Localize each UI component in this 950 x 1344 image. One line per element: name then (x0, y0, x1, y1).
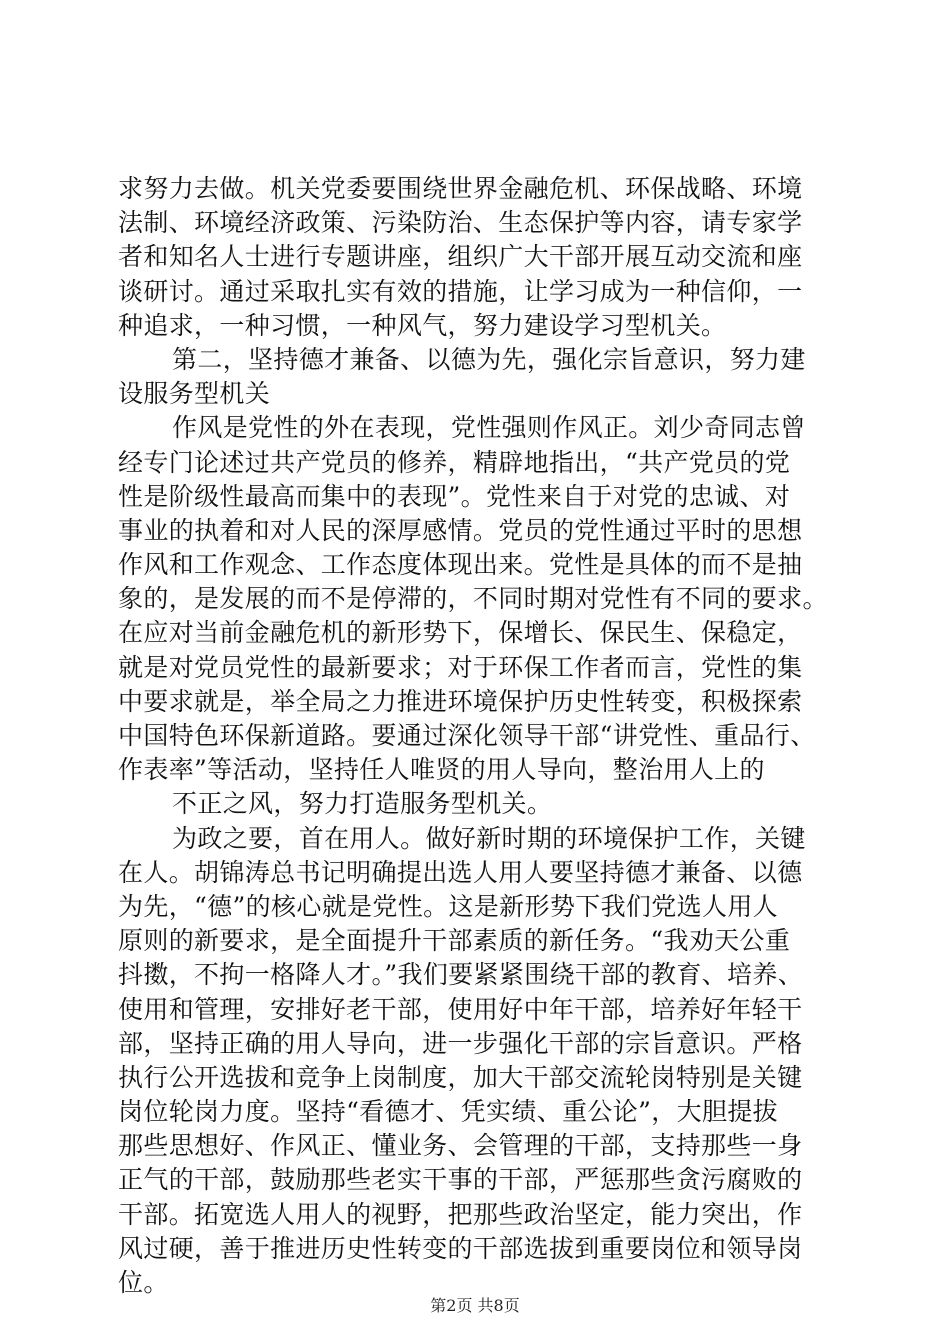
text-line: 原则的新要求，是全面提升干部素质的新任务。“我劝天公重 (118, 926, 791, 956)
text-line: 为先，“德”的核心就是党性。这是新形势下我们党选人用人 (118, 891, 779, 921)
text-line: 作表率”等活动，坚持任人唯贤的用人导向，整治用人上的 (118, 755, 765, 785)
text-line: 干部。拓宽选人用人的视野，把那些政治坚定，能力突出，作 (118, 1199, 803, 1229)
text-line: 抖擞，不拘一格降人才。”我们要紧紧围绕干部的教育、培养、 (118, 960, 804, 990)
text-line: 设服务型机关 (118, 379, 271, 409)
text-line: 在应对当前金融危机的新形势下，保增长、保民生、保稳定， (118, 618, 803, 648)
document-body (118, 172, 838, 1300)
text-line: 中国特色环保新道路。要通过深化领导干部“讲党性、重品行、 (118, 721, 816, 750)
text-line: 风过硬，善于推进历史性转变的干部选拔到重要岗位和领导岗 (118, 1233, 803, 1263)
text-line: 象的，是发展的而不是停滞的，不同时期对党性有不同的要求。 (118, 584, 828, 614)
text-line: 岗位轮岗力度。坚持“看德才、凭实绩、重公论”，大胆提拔 (118, 1097, 779, 1127)
text-line: 位。 (118, 1268, 169, 1297)
text-line: 法制、环境经济政策、污染防治、生态保护等内容，请专家学 (118, 208, 803, 238)
text-line: 作风是党性的外在表现，党性强则作风正。刘少奇同志曾 (172, 413, 806, 443)
text-line: 谈研讨。通过采取扎实有效的措施，让学习成为一种信仰，一 (118, 276, 803, 306)
text-line: 使用和管理，安排好老干部，使用好中年干部，培养好年轻干 (118, 994, 803, 1024)
text-line: 就是对党员党性的最新要求；对于环保工作者而言，党性的集 (118, 652, 803, 682)
text-line: 求努力去做。机关党委要围绕世界金融危机、环保战略、环境 (118, 174, 803, 203)
text-line: 种追求，一种习惯，一种风气，努力建设学习型机关。 (118, 310, 727, 340)
text-line: 那些思想好、作风正、懂业务、会管理的干部，支持那些一身 (118, 1131, 803, 1161)
text-line: 中要求就是，举全局之力推进环境保护历史性转变，积极探索 (118, 686, 803, 716)
text-line: 为政之要，首在用人。做好新时期的环境保护工作，关键 (172, 823, 806, 853)
text-line: 正气的干部，鼓励那些老实干事的干部，严惩那些贪污腐败的 (118, 1165, 803, 1195)
text-line: 经专门论述过共产党员的修养，精辟地指出，“共产党员的党 (118, 447, 791, 477)
text-line: 事业的执着和对人民的深厚感情。党员的党性通过平时的思想 (118, 515, 803, 545)
text-line: 者和知名人士进行专题讲座，组织广大干部开展互动交流和座 (118, 242, 803, 272)
text-line: 作风和工作观念、工作态度体现出来。党性是具体的而不是抽 (118, 550, 803, 580)
text-line: 执行公开选拔和竞争上岗制度，加大干部交流轮岗特别是关键 (118, 1062, 803, 1092)
text-line: 第二，坚持德才兼备、以德为先，强化宗旨意识，努力建 (172, 344, 806, 374)
text-line: 性是阶级性最高而集中的表现”。党性来自于对党的忠诚、对 (118, 481, 791, 511)
text-line: 部，坚持正确的用人导向，进一步强化干部的宗旨意识。严格 (118, 1028, 803, 1058)
text-line: 在人。胡锦涛总书记明确提出选人用人要坚持德才兼备、以德 (118, 857, 803, 887)
text-line: 不正之风，努力打造服务型机关。 (172, 789, 553, 819)
page-footer: 第2页 共8页 (430, 1296, 520, 1315)
